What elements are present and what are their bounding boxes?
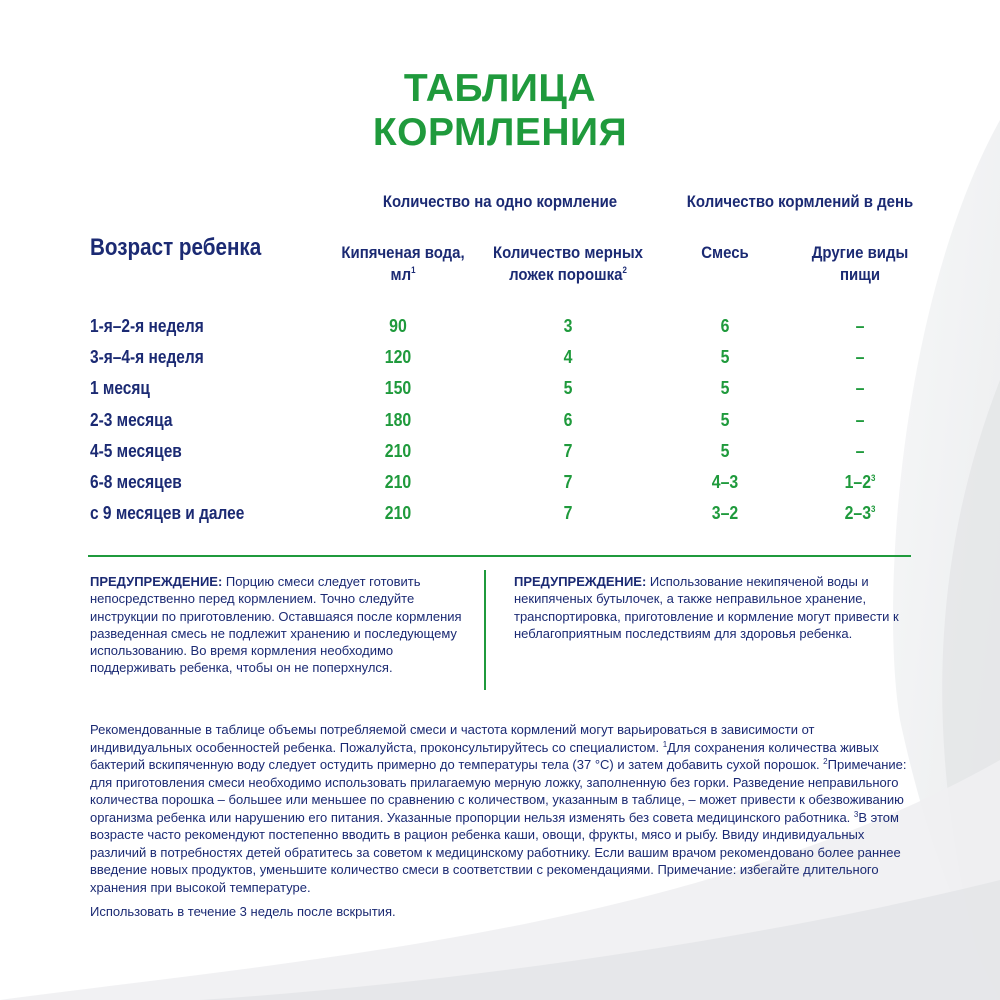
cell-water: 210 (384, 503, 412, 524)
cell-formula: 5 (720, 409, 730, 430)
page-title-line1: ТАБЛИЦА (403, 67, 597, 110)
cell-spoons: 5 (563, 378, 573, 399)
cell-spoons: 7 (563, 503, 573, 524)
footnote-text: Рекомендованные в таблице объемы потребляемой смеси и частота кормлений могут варьироваться в зависимости от индивидуальных особенностей ребенка. Пожалуйста, проконсультируйтесь со специалистом. $^1$Для сохранения количества живых бактерий вскипяченную воду следует остудить примерно до температуры тела (37 °С) и затем добавить сухой порошок. $^2$Примечание: для приготовления смеси необходимо использовать прилагаемую мерную ложку, заполненную без горки. Разведение неправильного количества порошка – большее или меньшее по сравнению с количеством, указанным в таблице, – может привести к обезвоживанию организма ребенка или нарушению его питания. Указанные пропорции нельзя изменять без совета медицинского работника. $^3$В этом возрасте часто рекомендуют постепенно вводить в рацион ребенка каши, овощи, фрукты, мясо и рыбу. Ввиду индивидуальных различий в потребностях детей обратитесь за советом к медицинскому работнику. Если вашим врачом рекомендовано более раннее введение новых продуктов, уменьшите количество смеси в соответствии с рекомендациями. Примечание: избегайте длительного хранения при высокой температуре. (90, 722, 907, 895)
row-age-label: 1 месяц (90, 378, 150, 399)
usage-note: Использовать в течение 3 недель после вскрытия. (90, 904, 396, 919)
warnings-divider (484, 570, 486, 690)
row-age-label: 2-3 месяца (90, 409, 173, 430)
column-header-age: Возраст ребенка (90, 234, 262, 261)
cell-spoons: 7 (563, 472, 573, 492)
cell-spoons: 7 (563, 440, 573, 461)
row-age-label: 3-я–4-я неделя (90, 347, 204, 368)
row-age-label: 4-5 месяцев (90, 440, 182, 461)
column-header-spoons-line2: ложек порошка$^2$ (509, 265, 627, 284)
column-header-water-line2: $мл^1$ (390, 265, 416, 284)
column-header-other-food: Другие виды пищи (811, 243, 909, 284)
cell-other-food: – (855, 378, 865, 399)
cell-formula: 5 (720, 378, 730, 399)
column-header-water (328, 242, 478, 286)
group-header-per-day: Количество кормлений в день (686, 192, 914, 211)
cell-formula: 3–2 (711, 503, 739, 524)
row-age-label: с 9 месяцев и далее (90, 503, 245, 524)
cell-spoons: 3 (563, 316, 573, 336)
cell-spoons: 6 (563, 409, 573, 430)
cell-other-food: – (855, 347, 865, 368)
warning-right (514, 573, 899, 642)
cell-water: 120 (384, 347, 412, 368)
cell-formula: 6 (720, 316, 730, 336)
cell-other-food: – (855, 316, 865, 336)
column-header-spoons-line1: Количество мерных (492, 243, 644, 262)
cell-spoons: 4 (563, 347, 573, 368)
cell-water: 180 (384, 409, 412, 430)
table-divider (88, 555, 911, 557)
cell-formula: 5 (720, 347, 730, 368)
cell-other-food: – (855, 440, 865, 461)
cell-water: 150 (384, 378, 412, 399)
group-header-per-feeding: Количество на одно кормление (382, 192, 618, 211)
cell-water: 90 (389, 316, 407, 336)
column-header-formula: Смесь (701, 243, 749, 262)
cell-other-food: $2-3^3$ (844, 503, 876, 524)
warning-right-text: Использование некипяченой воды и некипяченых бутылочек, а также неправильное хранение, транспортировка, приготовление и кормление могут привести к неблагоприятным последствиям для здоровья ребенка. (514, 574, 899, 641)
warning-left-label: ПРЕДУПРЕЖДЕНИЕ: (90, 574, 223, 589)
row-age-label: 1-я–2-я неделя (90, 316, 204, 336)
cell-formula: 4–3 (711, 472, 739, 492)
column-header-water-line1: Кипяченая вода, (341, 243, 465, 262)
cell-water: 210 (384, 472, 412, 492)
warning-left-text: Порцию смеси следует готовить непосредственно перед кормлением. Точно следуйте инструкции по приготовлению. Оставшаяся после кормления разведенная смесь не подлежит хранению и последующему использованию. Во время кормления необходимо поддерживать ребенка, чтобы он не поперхнулся. (90, 574, 462, 676)
warning-right-label: ПРЕДУПРЕЖДЕНИЕ: (514, 574, 647, 589)
warning-left (90, 573, 470, 677)
page-title-line2: КОРМЛЕНИЯ (372, 111, 628, 154)
cell-other-food: – (855, 409, 865, 430)
cell-water: 210 (384, 440, 412, 461)
row-age-label: 6-8 месяцев (90, 472, 182, 492)
cell-formula: 5 (720, 440, 730, 461)
column-header-spoons (489, 242, 647, 286)
cell-other-food: $1-2^3$ (844, 472, 876, 492)
